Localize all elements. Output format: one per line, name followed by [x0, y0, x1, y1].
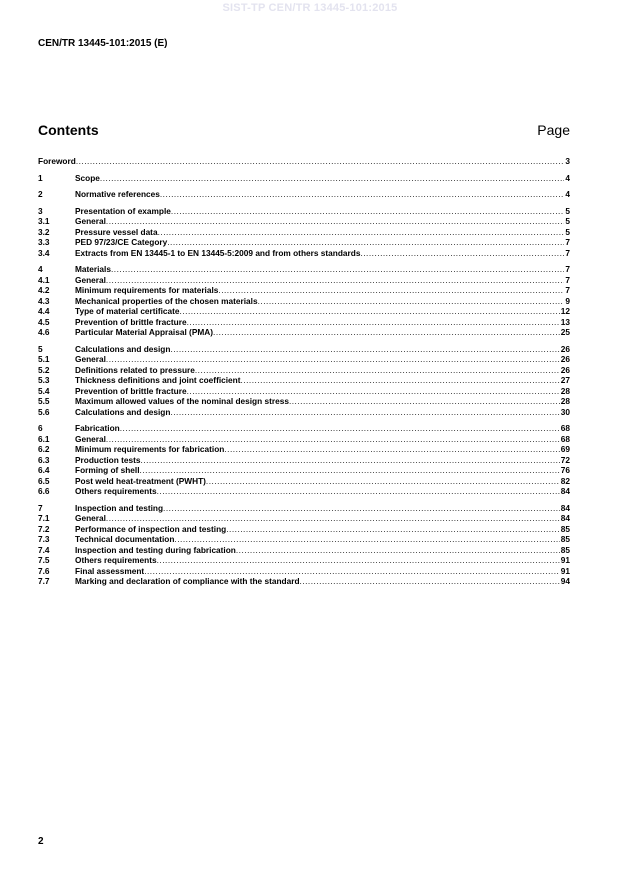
toc-entry-title: General: [75, 354, 106, 364]
toc-entry-title: Thickness definitions and joint coefficient: [75, 375, 241, 385]
toc-entry-page: 28: [560, 385, 570, 396]
toc-entry-title: Maximum allowed values of the nominal design stress: [75, 396, 289, 406]
toc-dot-leader: [195, 365, 560, 376]
toc-entry-page: 28: [560, 396, 570, 406]
toc-entry-page: 13: [560, 316, 570, 327]
toc-entry-page: 68: [560, 423, 570, 433]
toc-dot-leader: [157, 486, 560, 497]
toc-entry-title: Inspection and testing: [75, 502, 164, 513]
toc-dot-leader: [213, 327, 560, 338]
toc-entry[interactable]: [38, 156, 570, 167]
toc-dot-leader: [289, 396, 560, 407]
toc-entry-page: 84: [560, 486, 570, 496]
toc-dot-leader: [160, 189, 565, 200]
toc-dot-leader: [360, 248, 564, 259]
toc-entry[interactable]: [38, 486, 570, 497]
toc-entry-page: 91: [560, 565, 570, 576]
toc-entry-number: 3.1: [38, 216, 50, 226]
toc-entry-number: 5.3: [38, 375, 50, 385]
toc-entry[interactable]: [38, 513, 570, 524]
toc-entry-title: General: [75, 216, 106, 226]
toc-dot-leader: [236, 545, 560, 556]
toc-entry-page: 72: [560, 454, 570, 465]
toc-entry-number: 4.1: [38, 274, 50, 285]
toc-entry-title: Type of material certificate: [75, 306, 180, 316]
toc-entry-number: 7.1: [38, 513, 50, 523]
toc-entry[interactable]: [38, 275, 570, 286]
toc-entry-title: Marking and declaration of compliance with the standard: [75, 576, 300, 586]
toc-entry-title: Post weld heat-treatment (PWHT): [75, 475, 206, 486]
toc-entry[interactable]: [38, 423, 570, 434]
document-id: CEN/TR 13445-101:2015 (E): [38, 38, 168, 49]
toc-dot-leader: [163, 503, 560, 514]
toc-entry-page: 5: [565, 216, 570, 226]
toc-entry[interactable]: [38, 503, 570, 514]
toc-entry[interactable]: [38, 576, 570, 587]
toc-entry[interactable]: [38, 434, 570, 445]
toc-entry-title: Others requirements: [75, 555, 157, 565]
toc-entry-page: 7: [565, 237, 570, 247]
toc-entry-number: 4: [38, 264, 43, 274]
toc-entry-page: 3: [565, 156, 570, 166]
toc-entry-number: 5.4: [38, 385, 50, 396]
toc-entry-page: 7: [565, 247, 570, 258]
toc-entry-title: Performance of inspection and testing: [75, 523, 227, 534]
page-number: 2: [38, 836, 44, 847]
toc-entry-title: Pressure vessel data: [75, 226, 158, 237]
toc-dot-leader: [187, 317, 560, 328]
toc-entry-title: General: [75, 433, 106, 444]
toc-entry-title: Others requirements: [75, 486, 157, 496]
toc-entry-page: 85: [560, 523, 570, 534]
toc-entry[interactable]: [38, 386, 570, 397]
toc-entry-number: 5.1: [38, 354, 50, 364]
toc-entry-title: Normative references: [75, 189, 160, 199]
toc-dot-leader: [167, 237, 564, 248]
toc-entry-page: 26: [560, 343, 570, 354]
toc-dot-leader: [300, 576, 560, 587]
toc-entry[interactable]: [38, 296, 570, 307]
toc-dot-leader: [111, 264, 564, 275]
toc-entry-page: 26: [560, 364, 570, 375]
toc-entry-number: 5.2: [38, 364, 50, 375]
toc-entry[interactable]: [38, 534, 570, 545]
toc-entry-page: 12: [560, 306, 570, 316]
toc-entry[interactable]: [38, 354, 570, 365]
toc-entry[interactable]: [38, 465, 570, 476]
toc-entry[interactable]: [38, 264, 570, 275]
toc-entry-title: Foreword: [38, 156, 76, 166]
toc-entry-page: 25: [560, 327, 570, 337]
toc-entry-title: Calculations and design: [75, 343, 171, 354]
toc-entry-number: 5.5: [38, 396, 50, 406]
toc-entry-title: Particular Material Appraisal (PMA): [75, 327, 214, 337]
toc-entry-title: Final assessment: [75, 565, 145, 576]
toc-entry-number: 7.3: [38, 534, 50, 544]
toc-entry-page: 7: [565, 274, 570, 285]
toc-entry-title: Production tests: [75, 454, 141, 465]
toc-entry[interactable]: [38, 189, 570, 200]
toc-entry-number: 6.5: [38, 475, 50, 486]
toc-entry-page: 85: [560, 544, 570, 555]
toc-entry-title: Scope: [75, 172, 100, 183]
toc-dot-leader: [241, 375, 560, 386]
toc-dot-leader: [174, 534, 559, 545]
toc-entry-number: 3.4: [38, 247, 50, 258]
toc-entry[interactable]: [38, 173, 570, 184]
toc-entry-number: 5.6: [38, 406, 50, 417]
contents-title: Contents: [38, 122, 99, 138]
toc-entry-number: 4.6: [38, 327, 50, 337]
toc-dot-leader: [158, 227, 565, 238]
toc-entry-page: 9: [565, 295, 570, 306]
toc-entry[interactable]: [38, 285, 570, 296]
toc-entry[interactable]: [38, 407, 570, 418]
toc-entry-number: 4.2: [38, 285, 50, 295]
toc-entry[interactable]: [38, 227, 570, 238]
toc-entry-page: 76: [560, 465, 570, 475]
toc-dot-leader: [171, 206, 564, 217]
toc-dot-leader: [120, 423, 560, 434]
toc-entry-number: 7.7: [38, 576, 50, 586]
toc-entry-page: 91: [560, 555, 570, 565]
toc-entry-page: 84: [560, 513, 570, 523]
toc-entry-title: General: [75, 274, 106, 285]
toc-entry-title: Definitions related to pressure: [75, 364, 195, 375]
toc-entry-title: Technical documentation: [75, 534, 175, 544]
toc-entry[interactable]: [38, 566, 570, 577]
toc-entry[interactable]: [38, 524, 570, 535]
toc-entry[interactable]: [38, 317, 570, 328]
toc-entry-title: Calculations and design: [75, 406, 171, 417]
toc-entry-title: Prevention of brittle fracture: [75, 385, 187, 396]
toc-entry[interactable]: [38, 206, 570, 217]
watermark: SIST-TP CEN/TR 13445-101:2015: [222, 2, 398, 14]
toc-dot-leader: [140, 465, 560, 476]
toc-entry-title: Presentation of example: [75, 205, 171, 216]
toc-entry-page: 5: [565, 205, 570, 216]
toc-dot-leader: [106, 216, 564, 227]
toc-entry-title: Mechanical properties of the chosen materials: [75, 295, 258, 306]
toc-entry[interactable]: [38, 327, 570, 338]
toc-entry-number: 7.5: [38, 555, 50, 565]
toc-entry-page: 26: [560, 354, 570, 364]
toc-entry[interactable]: [38, 344, 570, 355]
toc-dot-leader: [144, 566, 560, 577]
toc-entry-title: Minimum requirements for fabrication: [75, 444, 225, 454]
toc-entry-title: Extracts from EN 13445-1 to EN 13445-5:2009 and from others standards: [75, 247, 361, 258]
toc-dot-leader: [187, 386, 560, 397]
toc-entry-number: 6.4: [38, 465, 50, 475]
toc-entry[interactable]: [38, 545, 570, 556]
toc-dot-leader: [218, 285, 564, 296]
toc-entry[interactable]: [38, 476, 570, 487]
toc-entry-page: 7: [565, 264, 570, 274]
toc-entry[interactable]: [38, 248, 570, 259]
table-of-contents: [38, 156, 570, 587]
toc-entry-title: Minimum requirements for materials: [75, 285, 219, 295]
toc-entry-number: 5: [38, 343, 43, 354]
toc-entry-page: 7: [565, 285, 570, 295]
toc-entry[interactable]: [38, 306, 570, 317]
toc-entry-number: 1: [38, 172, 43, 183]
toc-entry-page: 4: [565, 189, 570, 199]
toc-dot-leader: [157, 555, 560, 566]
toc-entry-number: 6.1: [38, 433, 50, 444]
toc-entry-number: 4.4: [38, 306, 50, 316]
toc-entry-number: 4.5: [38, 316, 50, 327]
toc-entry-title: Forming of shell: [75, 465, 140, 475]
toc-entry-number: 7.6: [38, 565, 50, 576]
toc-entry-number: 3.3: [38, 237, 50, 247]
toc-entry-number: 3: [38, 205, 43, 216]
toc-entry-page: 4: [565, 172, 570, 183]
toc-entry-title: Prevention of brittle fracture: [75, 316, 187, 327]
toc-entry[interactable]: [38, 216, 570, 227]
toc-entry[interactable]: [38, 365, 570, 376]
toc-entry-number: 7: [38, 502, 43, 513]
toc-dot-leader: [106, 354, 560, 365]
toc-dot-leader: [224, 444, 559, 455]
toc-entry-number: 7.4: [38, 544, 50, 555]
toc-entry-page: 82: [560, 475, 570, 486]
toc-dot-leader: [206, 476, 560, 487]
toc-entry-page: 94: [560, 576, 570, 586]
toc-dot-leader: [170, 344, 559, 355]
toc-entry[interactable]: [38, 375, 570, 386]
toc-entry-page: 30: [560, 406, 570, 417]
toc-dot-leader: [106, 434, 560, 445]
toc-entry-number: 7.2: [38, 523, 50, 534]
toc-entry-number: 6.3: [38, 454, 50, 465]
toc-entry-number: 6: [38, 423, 43, 433]
toc-entry-page: 69: [560, 444, 570, 454]
toc-entry-number: 6.2: [38, 444, 50, 454]
toc-entry-number: 4.3: [38, 295, 50, 306]
toc-dot-leader: [76, 156, 565, 167]
toc-entry-number: 3.2: [38, 226, 50, 237]
toc-entry-page: 27: [560, 375, 570, 385]
toc-dot-leader: [106, 513, 560, 524]
toc-dot-leader: [180, 306, 560, 317]
toc-dot-leader: [100, 173, 564, 184]
toc-entry[interactable]: [38, 237, 570, 248]
toc-entry-page: 85: [560, 534, 570, 544]
toc-entry[interactable]: [38, 444, 570, 455]
toc-dot-leader: [170, 407, 559, 418]
toc-dot-leader: [140, 455, 559, 466]
toc-entry-number: 6.6: [38, 486, 50, 496]
toc-entry-page: 5: [565, 226, 570, 237]
toc-dot-leader: [258, 296, 565, 307]
toc-dot-leader: [106, 275, 564, 286]
toc-entry[interactable]: [38, 455, 570, 466]
toc-entry-title: Materials: [75, 264, 111, 274]
toc-entry-page: 68: [560, 433, 570, 444]
toc-entry-title: General: [75, 513, 106, 523]
toc-entry-title: Fabrication: [75, 423, 120, 433]
toc-entry[interactable]: [38, 555, 570, 566]
toc-entry-title: PED 97/23/CE Category: [75, 237, 168, 247]
toc-entry-number: 2: [38, 189, 43, 199]
toc-entry-page: 84: [560, 502, 570, 513]
toc-entry[interactable]: [38, 396, 570, 407]
toc-dot-leader: [226, 524, 560, 535]
page-column-label: Page: [537, 122, 570, 138]
toc-entry-title: Inspection and testing during fabrication: [75, 544, 236, 555]
